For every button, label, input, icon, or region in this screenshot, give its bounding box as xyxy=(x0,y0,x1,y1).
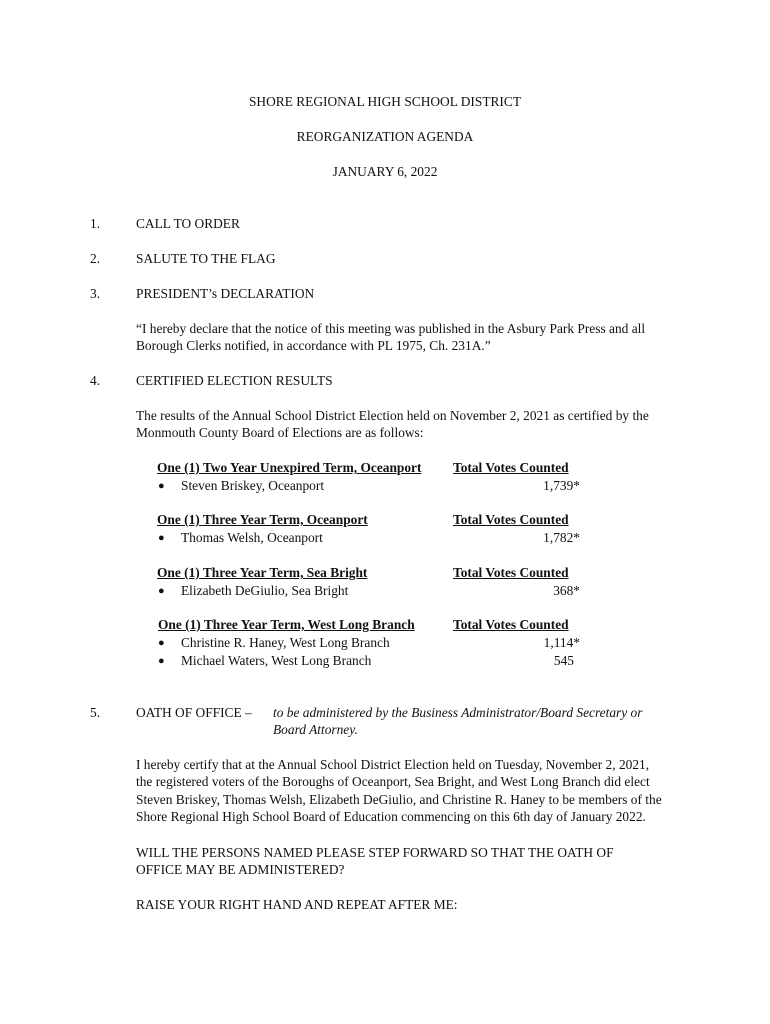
bullet-icon: ● xyxy=(158,585,165,597)
votes-header: Total Votes Counted xyxy=(453,617,569,632)
district-title: SHORE REGIONAL HIGH SCHOOL DISTRICT xyxy=(248,94,522,109)
candidate-votes: 1,114* xyxy=(543,635,580,650)
item-label-salute: SALUTE TO THE FLAG xyxy=(136,251,276,266)
agenda-title: REORGANIZATION AGENDA xyxy=(296,129,474,144)
term-heading: One (1) Three Year Term, Oceanport xyxy=(157,512,368,527)
candidate-name: Elizabeth DeGiulio, Sea Bright xyxy=(181,583,349,598)
step-forward-text: WILL THE PERSONS NAMED PLEASE STEP FORWARD SO THAT THE OATH OF xyxy=(136,845,614,860)
candidate-name: Michael Waters, West Long Branch xyxy=(181,653,372,668)
term-heading: One (1) Two Year Unexpired Term, Oceanport xyxy=(157,460,422,475)
step-forward-text: OFFICE MAY BE ADMINISTERED? xyxy=(136,862,345,877)
declaration-text: Borough Clerks notified, in accordance with PL 1975, Ch. 231A.” xyxy=(136,338,491,353)
item-label-oath: OATH OF OFFICE – xyxy=(136,705,252,720)
candidate-votes: 1,739* xyxy=(543,478,580,493)
candidate-name: Steven Briskey, Oceanport xyxy=(181,478,325,493)
bullet-icon: ● xyxy=(158,532,165,544)
oath-note: to be administered by the Business Administrator/Board Secretary or xyxy=(273,705,643,720)
certification-text: Steven Briskey, Thomas Welsh, Elizabeth DeGiulio, and Christine R. Haney to be members of the xyxy=(136,792,662,807)
candidate-votes: 1,782* xyxy=(543,530,580,545)
item-number: 1. xyxy=(90,216,101,231)
raise-hand-text: RAISE YOUR RIGHT HAND AND REPEAT AFTER ME: xyxy=(136,897,458,912)
term-heading: One (1) Three Year Term, Sea Bright xyxy=(157,565,368,580)
declaration-text: “I hereby declare that the notice of this meeting was published in the Asbury Park Press and all xyxy=(136,321,646,336)
item-label-declaration: PRESIDENT’s DECLARATION xyxy=(136,286,315,301)
bullet-icon: ● xyxy=(158,480,165,492)
certification-text: I hereby certify that at the Annual School District Election held on Tuesday, November 2, 2021, xyxy=(136,757,650,772)
item-number: 2. xyxy=(90,251,101,266)
candidate-name: Christine R. Haney, West Long Branch xyxy=(181,635,390,650)
item-number: 4. xyxy=(90,373,101,388)
votes-header: Total Votes Counted xyxy=(453,565,569,580)
certification-text: the registered voters of the Boroughs of Oceanport, Sea Bright, and West Long Branch did elect xyxy=(136,774,650,789)
votes-header: Total Votes Counted xyxy=(453,460,569,475)
item-label-election-results: CERTIFIED ELECTION RESULTS xyxy=(136,373,333,388)
bullet-icon: ● xyxy=(158,655,165,667)
item-number: 3. xyxy=(90,286,101,301)
term-heading: One (1) Three Year Term, West Long Branch xyxy=(158,617,415,632)
results-intro-text: Monmouth County Board of Elections are as follows: xyxy=(136,425,424,440)
bullet-icon: ● xyxy=(158,637,165,649)
item-label-call-to-order: CALL TO ORDER xyxy=(136,216,240,231)
votes-header: Total Votes Counted xyxy=(453,512,569,527)
candidate-name: Thomas Welsh, Oceanport xyxy=(181,530,323,545)
oath-note: Board Attorney. xyxy=(273,722,358,737)
candidate-votes: 368* xyxy=(553,583,580,598)
candidate-votes: 545 xyxy=(553,653,574,668)
certification-text: Shore Regional High School Board of Education commencing on this 6th day of January 2022. xyxy=(136,809,646,824)
agenda-date: JANUARY 6, 2022 xyxy=(332,164,438,179)
results-intro-text: The results of the Annual School District Election held on November 2, 2021 as certified by the xyxy=(136,408,649,423)
item-number: 5. xyxy=(90,705,101,720)
